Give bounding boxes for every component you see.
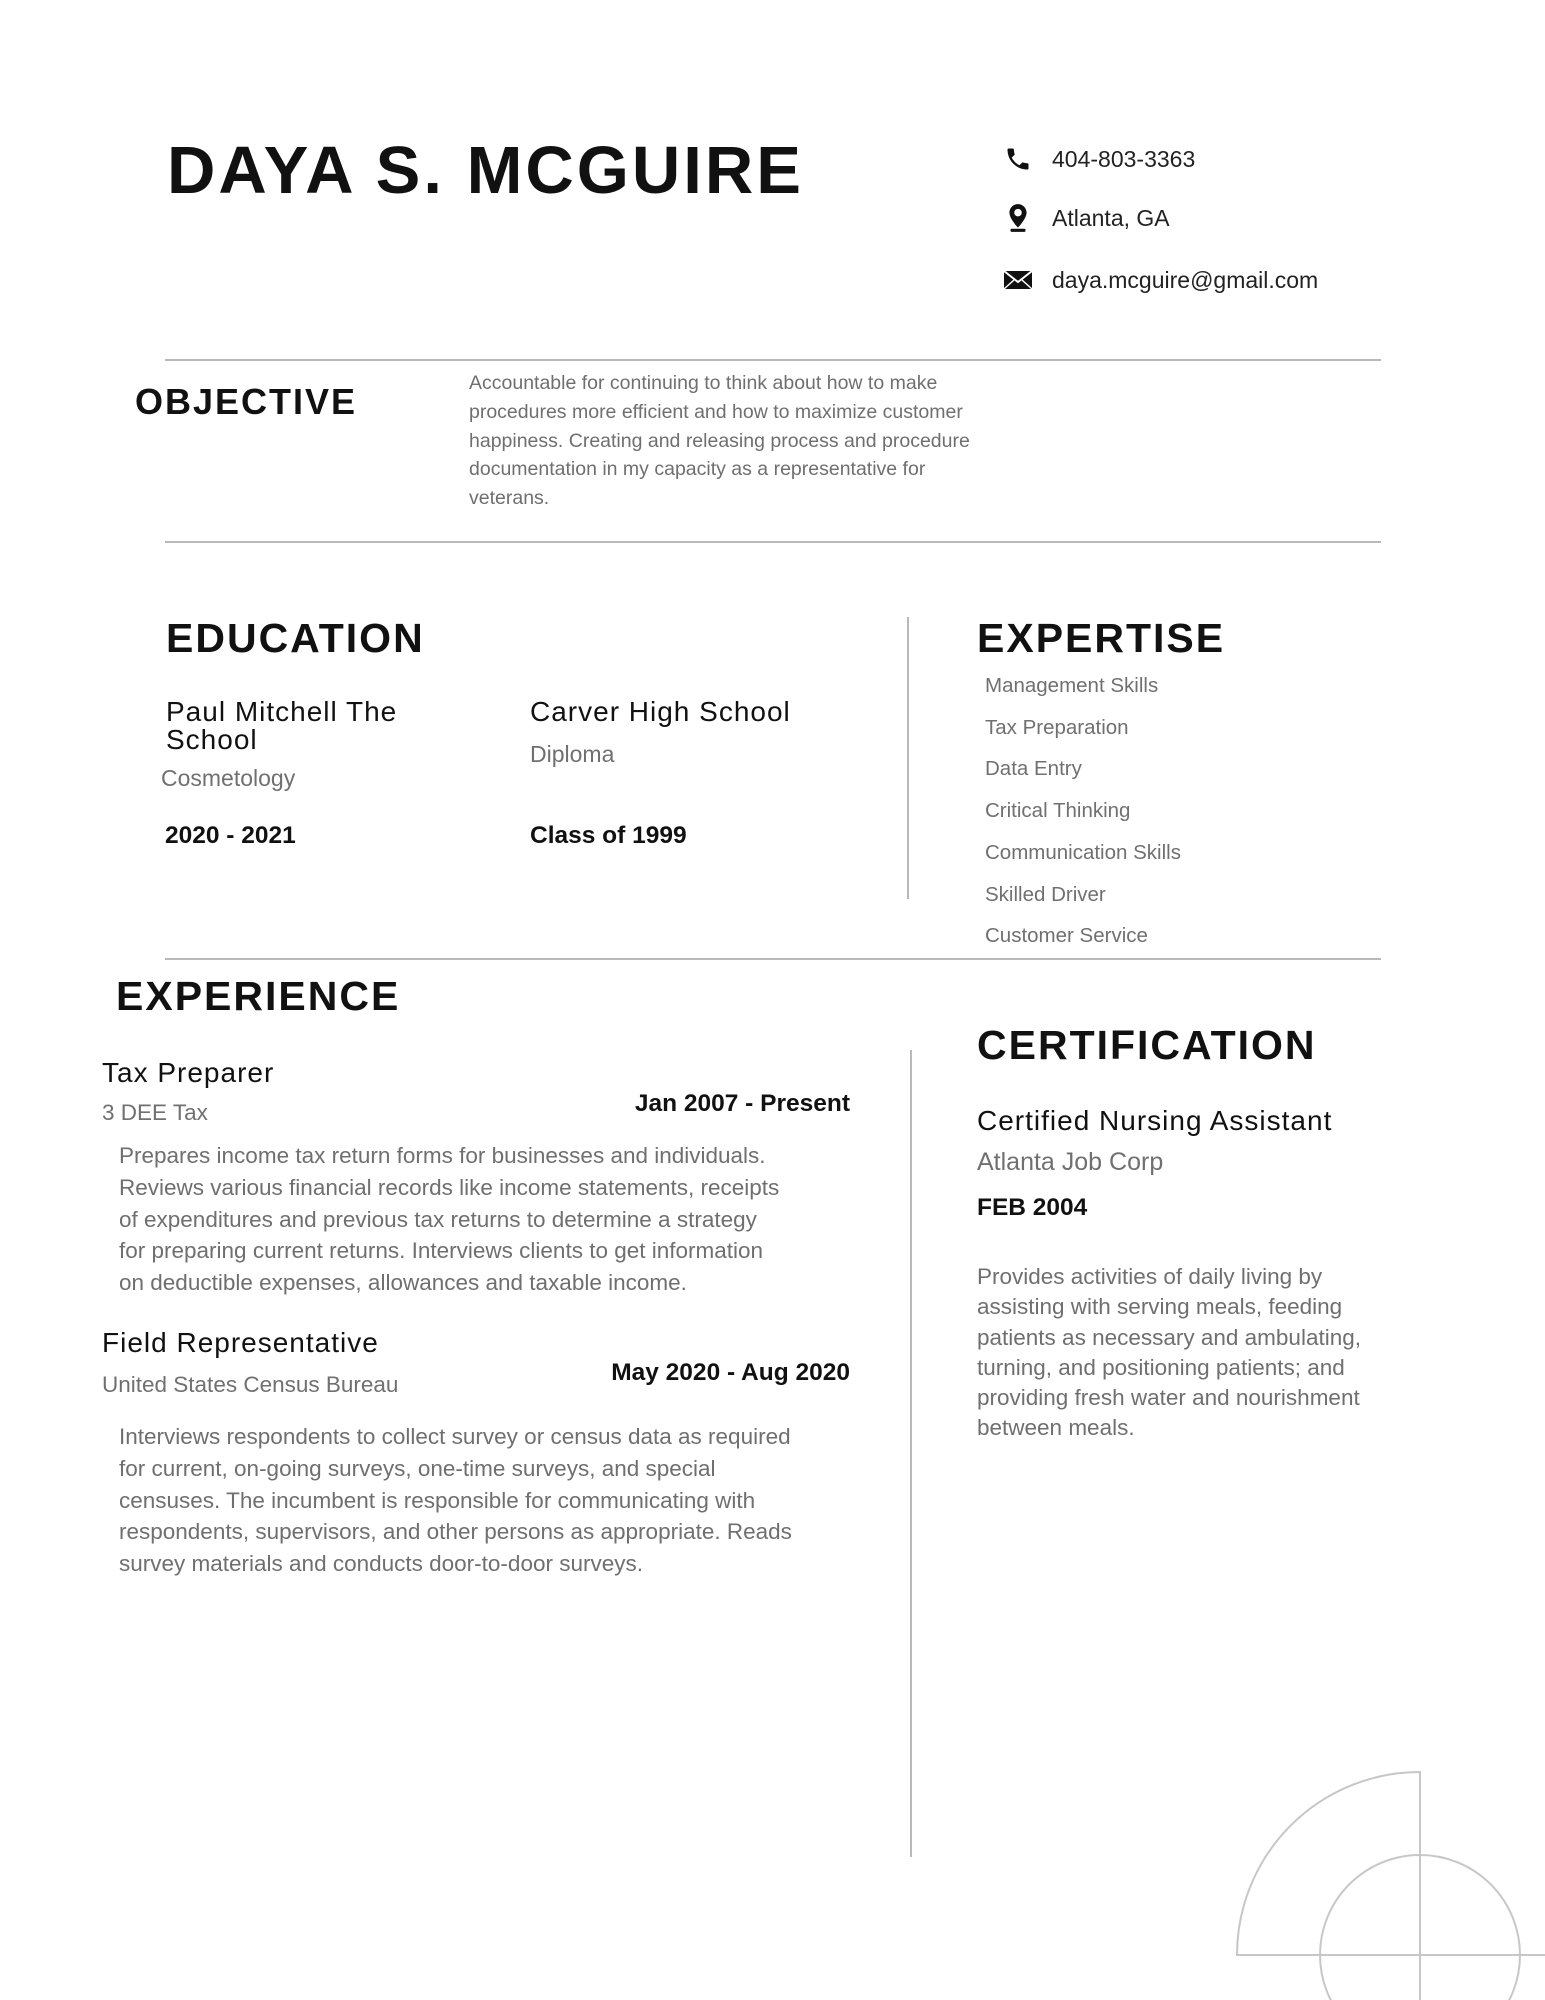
description-line: for preparing current returns. Interviews clients to get information bbox=[119, 1238, 764, 1264]
objective-line: veterans. bbox=[469, 487, 550, 510]
job-description bbox=[119, 1140, 819, 1299]
certification-heading: CERTIFICATION bbox=[977, 1022, 1317, 1068]
description-line: on deductible expenses, allowances and taxable income. bbox=[119, 1270, 687, 1296]
certification-description bbox=[977, 1262, 1397, 1444]
skill-item: Tax Preparation bbox=[985, 716, 1129, 739]
quarter-circle-shape bbox=[1237, 1772, 1420, 1955]
envelope-icon bbox=[1003, 265, 1033, 295]
school-name: School bbox=[166, 724, 258, 755]
objective-heading: OBJECTIVE bbox=[135, 381, 358, 422]
contact-email bbox=[1003, 260, 1318, 300]
description-line: survey materials and conducts door-to-door surveys. bbox=[119, 1551, 643, 1577]
objective-line: happiness. Creating and releasing process and procedure bbox=[469, 429, 970, 452]
description-line: turning, and positioning patients; and bbox=[977, 1354, 1345, 1380]
phone-number: 404-803-3363 bbox=[1052, 145, 1196, 172]
description-line: patients as necessary and ambulating, bbox=[977, 1324, 1361, 1350]
certification-org: Atlanta Job Corp bbox=[977, 1148, 1164, 1176]
column-divider bbox=[910, 1050, 912, 1857]
expertise-heading: EXPERTISE bbox=[977, 615, 1226, 661]
objective-line: procedures more efficient and how to maximize customer bbox=[469, 400, 963, 423]
description-line: of expenditures and previous tax returns to determine a strategy bbox=[119, 1206, 757, 1232]
candidate-name: DAYA S. MCGUIRE bbox=[167, 133, 804, 208]
objective-line: Accountable for continuing to think about how to make bbox=[469, 372, 938, 394]
experience-heading: EXPERIENCE bbox=[116, 973, 401, 1019]
contact-phone bbox=[1003, 139, 1195, 179]
school-name: Paul Mitchell The bbox=[166, 696, 398, 727]
email-link[interactable]: daya.mcguire@gmail.com bbox=[1052, 266, 1319, 293]
skill-item: Customer Service bbox=[985, 924, 1148, 947]
location-text: Atlanta, GA bbox=[1052, 204, 1170, 231]
description-line: Provides activities of daily living by bbox=[977, 1264, 1323, 1289]
description-line: Reviews various financial records like income statements, receipts bbox=[119, 1174, 780, 1200]
objective-line: documentation in my capacity as a representative for bbox=[469, 458, 926, 481]
job-company: United States Census Bureau bbox=[102, 1372, 399, 1397]
description-line: providing fresh water and nourishment bbox=[977, 1385, 1360, 1411]
divider bbox=[165, 359, 1381, 361]
job-title: Tax Preparer bbox=[102, 1057, 275, 1088]
skill-item: Skilled Driver bbox=[985, 883, 1106, 906]
school-name: Carver High School bbox=[530, 696, 791, 727]
description-line: censuses. The incumbent is responsible for communicating with bbox=[119, 1487, 756, 1513]
job-title: Field Representative bbox=[102, 1327, 379, 1358]
education-heading: EDUCATION bbox=[166, 615, 425, 661]
description-line: Prepares income tax return forms for businesses and individuals. bbox=[119, 1143, 766, 1168]
phone-icon bbox=[1003, 144, 1033, 174]
job-dates: Jan 2007 - Present bbox=[634, 1090, 850, 1117]
certification-date: FEB 2004 bbox=[977, 1194, 1088, 1221]
objective-text bbox=[469, 369, 1009, 513]
skill-item: Communication Skills bbox=[985, 841, 1181, 864]
education-years: 2020 - 2021 bbox=[165, 822, 296, 849]
contact-location bbox=[1003, 198, 1170, 238]
decorative-ornament bbox=[1230, 1765, 1545, 2000]
description-line: assisting with serving meals, feeding bbox=[977, 1294, 1343, 1320]
degree: Cosmetology bbox=[161, 765, 296, 791]
description-line: respondents, supervisors, and other persons as appropriate. Reads bbox=[119, 1519, 792, 1545]
job-description bbox=[119, 1421, 819, 1580]
skill-item: Data Entry bbox=[985, 757, 1082, 780]
skill-item: Management Skills bbox=[985, 674, 1159, 697]
description-line: Interviews respondents to collect survey or census data as required bbox=[119, 1424, 791, 1449]
column-divider bbox=[907, 617, 909, 899]
description-line: for current, on-going surveys, one-time surveys, and special bbox=[119, 1455, 716, 1481]
divider bbox=[165, 541, 1381, 543]
certification-title: Certified Nursing Assistant bbox=[977, 1105, 1333, 1136]
skill-item: Critical Thinking bbox=[985, 799, 1131, 822]
education-years: Class of 1999 bbox=[530, 822, 687, 849]
map-pin-icon bbox=[1003, 203, 1033, 233]
degree: Diploma bbox=[530, 741, 615, 767]
job-dates: May 2020 - Aug 2020 bbox=[611, 1359, 850, 1386]
education-entry bbox=[166, 698, 486, 754]
job-company: 3 DEE Tax bbox=[102, 1100, 208, 1125]
education-entry bbox=[530, 698, 791, 726]
divider bbox=[165, 958, 1381, 960]
description-line: between meals. bbox=[977, 1415, 1135, 1441]
